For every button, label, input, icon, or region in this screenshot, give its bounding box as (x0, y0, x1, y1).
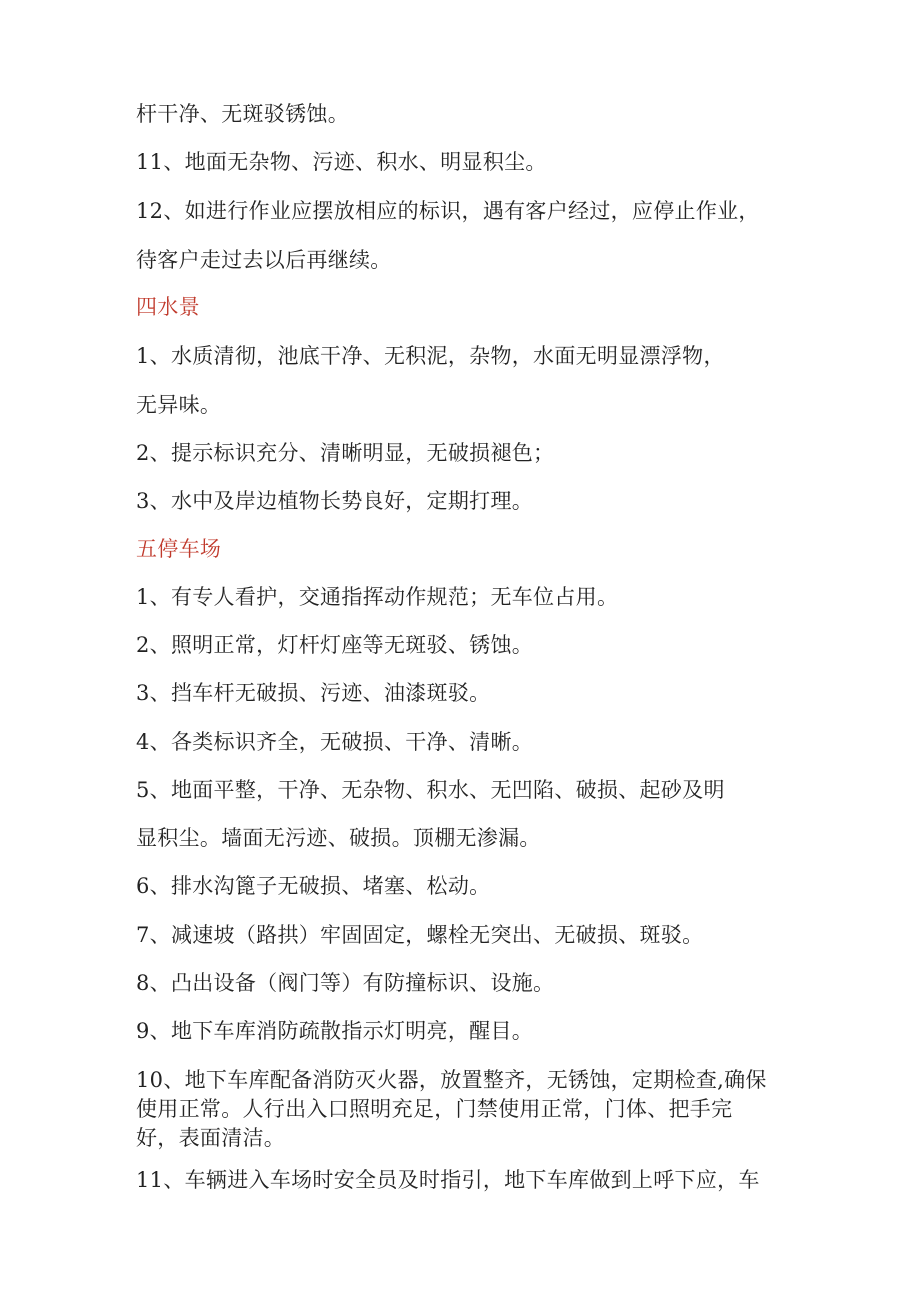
text-line: 无异味。 (136, 393, 222, 417)
section-heading-water-feature: 四水景 (136, 295, 200, 319)
text-line: 2、提示标识充分、清晰明显，无破损褪色； (136, 441, 555, 465)
text-line: 待客户走过去以后再继续。 (136, 248, 392, 272)
text-line: 好，表面清洁。 (136, 1126, 286, 1150)
text-line: 11、车辆进入车场时安全员及时指引，地下车库做到上呼下应，车 (136, 1168, 760, 1192)
text-line: 11、地面无杂物、污迹、积水、明显积尘。 (136, 150, 547, 174)
text-line: 7、减速坡（路拱）牢固固定，螺栓无突出、无破损、斑驳。 (136, 923, 704, 947)
text-line: 5、地面平整，干净、无杂物、积水、无凹陷、破损、起砂及明 (136, 778, 725, 802)
text-line: 3、挡车杆无破损、污迹、油漆斑驳。 (136, 681, 491, 705)
section-heading-parking-lot: 五停车场 (136, 537, 222, 561)
text-line: 10、地下车库配备消防灭火器，放置整齐，无锈蚀，定期检查,确保 (136, 1068, 767, 1092)
text-line: 显积尘。墙面无污迹、破损。顶棚无渗漏。 (136, 826, 541, 850)
text-line: 2、照明正常，灯杆灯座等无斑驳、锈蚀。 (136, 633, 534, 657)
text-line: 杆干净、无斑驳锈蚀。 (136, 102, 349, 126)
text-line: 使用正常。人行出入口照明充足，门禁使用正常，门体、把手完 (136, 1097, 733, 1121)
text-line: 8、凸出设备（阀门等）有防撞标识、设施。 (136, 971, 555, 995)
text-line: 1、水质清彻，池底干净、无积泥，杂物，水面无明显漂浮物， (136, 344, 725, 368)
text-line: 3、水中及岸边植物长势良好，定期打理。 (136, 489, 534, 513)
text-line: 6、排水沟篦子无破损、堵塞、松动。 (136, 874, 491, 898)
text-line: 9、地下车库消防疏散指示灯明亮，醒目。 (136, 1019, 534, 1043)
text-line: 4、各类标识齐全，无破损、干净、清晰。 (136, 730, 534, 754)
text-line: 12、如进行作业应摆放相应的标识，遇有客户经过，应停止作业， (136, 199, 760, 223)
text-line: 1、有专人看护，交通指挥动作规范；无车位占用。 (136, 585, 619, 609)
